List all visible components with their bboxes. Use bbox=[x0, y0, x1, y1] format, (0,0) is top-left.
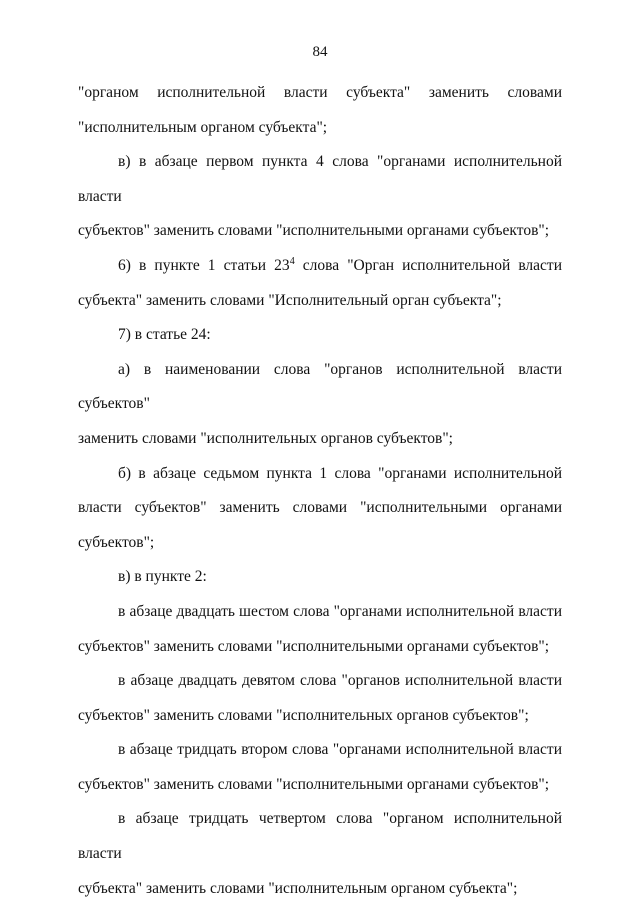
paragraph-line: субъектов"; bbox=[78, 533, 155, 551]
page-number: 84 bbox=[312, 44, 328, 60]
paragraph-line: субъектов" заменить словами "исполнительными органами субъектов"; bbox=[78, 775, 550, 793]
paragraph-6 bbox=[78, 457, 562, 561]
paragraph-line: в) в абзаце первом пункта 4 слова "органами исполнительной власти bbox=[78, 153, 562, 205]
paragraph-8 bbox=[78, 595, 562, 664]
paragraph-line: субъектов" заменить словами "исполнительных органов субъектов"; bbox=[78, 706, 529, 724]
paragraph-line: а) в наименовании слова "органов исполнительной власти субъектов" bbox=[78, 360, 562, 413]
paragraph-1 bbox=[78, 76, 562, 145]
document-body bbox=[78, 76, 562, 906]
paragraph-line bbox=[78, 249, 562, 284]
paragraph-9 bbox=[78, 664, 562, 733]
paragraph-text: слова "Орган исполнительной власти bbox=[294, 256, 562, 274]
paragraph-3 bbox=[78, 249, 562, 318]
paragraph-text: 6) в пункте 1 статьи 23 bbox=[118, 256, 290, 274]
paragraph-line: в абзаце тридцать четвертом слова "органом исполнительной власти bbox=[78, 810, 562, 863]
paragraph-line: субъектов" заменить словами "исполнительными органами субъектов"; bbox=[78, 637, 550, 655]
paragraph-2 bbox=[78, 145, 562, 249]
paragraph-line: "исполнительным органом субъекта"; bbox=[78, 118, 328, 136]
paragraph-line: "органом исполнительной власти субъекта" заменить словами bbox=[78, 84, 562, 101]
paragraph-line: б) в абзаце седьмом пункта 1 слова "органами исполнительной bbox=[118, 464, 562, 482]
paragraph-10 bbox=[78, 733, 562, 802]
paragraph-7 bbox=[78, 560, 562, 595]
paragraph-line: в) в пункте 2: bbox=[118, 568, 207, 586]
paragraph-line: субъекта" заменить словами "Исполнительный орган субъекта"; bbox=[78, 291, 502, 309]
article-superscript: 4 bbox=[289, 255, 295, 267]
paragraph-line: 7) в статье 24: bbox=[118, 326, 211, 344]
paragraph-line: заменить словами "исполнительных органов субъектов"; bbox=[78, 429, 453, 447]
paragraph-line: субъекта" заменить словами "исполнительным органом субъекта"; bbox=[78, 879, 518, 897]
paragraph-4 bbox=[78, 318, 562, 353]
paragraph-5 bbox=[78, 353, 562, 457]
paragraph-11 bbox=[78, 802, 562, 906]
paragraph-line: в абзаце двадцать девятом слова "органов исполнительной власти bbox=[118, 672, 562, 690]
paragraph-line: в абзаце тридцать втором слова "органами исполнительной власти bbox=[118, 741, 562, 759]
paragraph-line: субъектов" заменить словами "исполнительными органами субъектов"; bbox=[78, 222, 550, 240]
paragraph-line: в абзаце двадцать шестом слова "органами исполнительной власти bbox=[118, 602, 562, 620]
paragraph-line: власти субъектов" заменить словами "исполнительными органами bbox=[78, 499, 562, 517]
